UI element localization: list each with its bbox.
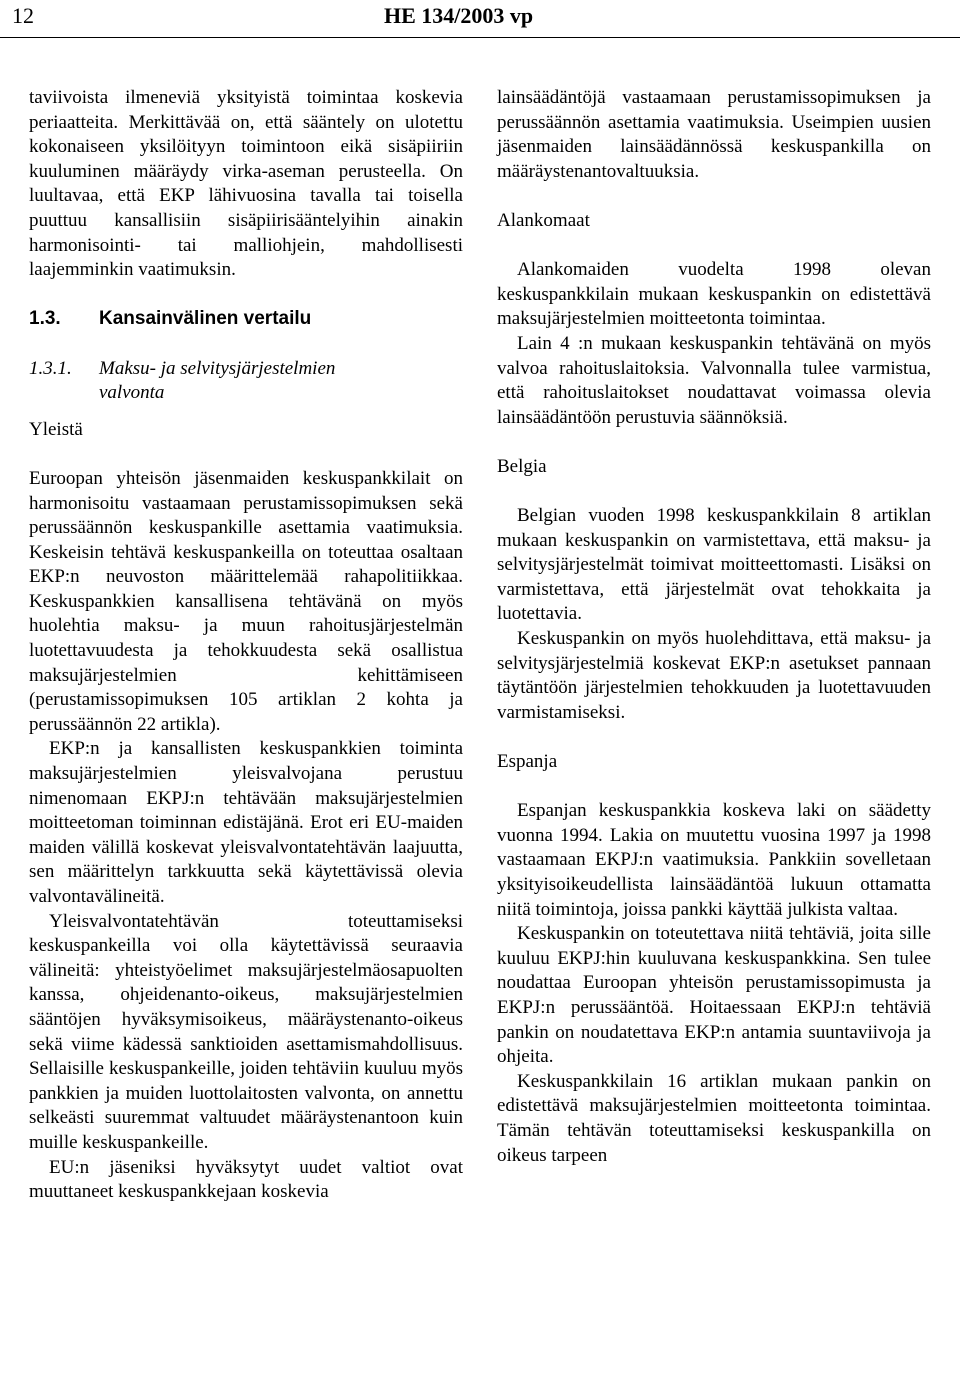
country-heading-belgia: Belgia	[497, 455, 547, 477]
paragraph: Yleisvalvontatehtävän toteuttamiseksi keskuspankeilla voi olla käytettävissä seuraavia välineitä: yhteistyöelimet maksujärjestelmäosapuolten kanssa, ohjeidenanto-oikeus, maksujärjestelmien sääntöjen hyväksymisoikeus, määräystenanto-oikeus sekä viime kädessä sanktioiden asettamismahdollisuus. Sellaisille keskuspankeille, joiden tehtäviin kuuluu myös pankkien ja muiden luottolaitosten valvonta, on annettu selkeästi suuremmat valtuudet määräystenantoon kuin muille keskuspankeille.	[29, 910, 463, 1153]
spacer	[497, 480, 931, 505]
header-rule	[0, 37, 960, 38]
general-heading: Yleistä	[29, 418, 83, 440]
subsection-heading	[29, 357, 463, 406]
paragraph: Espanjan keskuspankkia koskeva laki on säädetty vuonna 1994. Lakia on muutettu vuosina 1997 ja 1998 vastaamaan EKPJ:n vaatimuksia. Pankkiin sovelletaan yksityisoikeudellista lainsäädäntöä lukuun ottamatta niitä toimintoja, joissa pankki käyttää julkista valtaa.	[497, 800, 931, 920]
paragraph: EU:n jäseniksi hyväksytyt uudet valtiot ovat muuttaneet keskuspankkejaan koskevia	[29, 1156, 463, 1203]
spacer	[497, 430, 931, 455]
country-heading-alankomaat: Alankomaat	[497, 209, 590, 231]
paragraph: EKP:n ja kansallisten keskuspankkien toiminta maksujärjestelmien yleisvalvojana perustuu nimenomaan EKPJ:n tehtävään maksujärjestelmien moitteetoman toiminnan edistäjänä. Erot eri EU-maiden maiden välillä koskevat yleisvalvontatehtävän laajuutta, sen määrittelyn tarkkuutta sekä käytettävissä olevia valvontavälineitä.	[29, 738, 463, 907]
page-header	[0, 0, 960, 38]
page-number: 12	[12, 3, 34, 28]
country-heading-espanja: Espanja	[497, 751, 558, 773]
section-number: 1.3.	[29, 308, 61, 330]
right-column	[497, 86, 931, 1168]
paragraph: Keskuspankin on myös huolehdittava, että maksu- ja selvitysjärjestelmiä koskevat EKP:n asetukset pannaan täytäntöön järjestelmien tehokkuuden ja luotettavuuden varmistamiseksi.	[497, 628, 931, 723]
section-heading	[29, 307, 463, 332]
spacer	[497, 725, 931, 750]
left-column	[29, 86, 463, 1205]
subsection-title: Maksu- ja selvitysjärjestelmien valvonta	[99, 357, 336, 404]
document-id: HE 134/2003 vp	[384, 3, 534, 28]
paragraph: Euroopan yhteisön jäsenmaiden keskuspankkilait on harmonisoitu vastaamaan perustamissopimuksen sekä perussäännön keskuspankille asettamia vaatimuksia. Keskeisin tehtävä keskuspankeilla on toteuttaa osaltaan EKP:n neuvoston määrittelemää rahapolitiikkaa. Keskuspankkien kansallisena tehtävänä on myös huolehtia maksu- ja muun rahoitusjärjestelmän luotettavuudesta ja tehokkuudesta sekä osallistua maksujärjestelmien kehittämiseen (perustamissopimuksen 105 artiklan 2 kohta ja perussäännön 22 artikla).	[29, 467, 463, 735]
paragraph: Belgian vuoden 1998 keskuspankkilain 8 artiklan mukaan keskuspankin on varmistettava, että maksu- ja selvitysjärjestelmät toimivat moitteettomasti. Lisäksi on varmistettava, että järjestelmät ovat tehokkaita ja luotettavia.	[497, 505, 931, 625]
section-title: Kansainvälinen vertailu	[99, 308, 312, 330]
subsection-number: 1.3.1.	[29, 357, 72, 379]
spacer	[497, 184, 931, 209]
paragraph: Alankomaiden vuodelta 1998 olevan keskuspankkilain mukaan keskuspankin on edistettävä maksujärjestelmien moitteetonta toimintaa.	[497, 259, 931, 330]
spacer	[497, 234, 931, 259]
paragraph: Keskuspankin on toteutettava niitä tehtäviä, joita sille kuuluu EKPJ:hin kuuluvana keskuspankkina. Sen tulee noudattaa Euroopan yhteisön perustamissopimusta ja EKPJ:n perussääntöä. Hoitaessaan EKPJ:n tehtäviä pankin on noudatettava EKP:n antamia suuntaviivoja ja ohjeita.	[497, 923, 931, 1068]
paragraph: lainsäädäntöjä vastaamaan perustamissopimuksen ja perussäännön asettamia vaatimuksia. Useimpien uusien jäsenmaiden lainsäädännössä keskuspankilla on määräystenantovaltuuksia.	[497, 87, 931, 182]
spacer	[29, 442, 463, 467]
paragraph: taviivoista ilmeneviä yksityistä toimintaa koskevia periaatteita. Merkittävää on, että sääntely on ulotettu kokonaiseen yksilöityyn toimintoon eikä sisäpiiriin kuuluminen määräydy virka-aseman perusteella. On luultavaa, että EKP lähivuosina tavalla tai toisella puuttuu kansallisiin sisäpiirisääntelyihin ainakin harmonisointi- tai malliohjein, mahdollisesti laajemminkin vaatimuksin.	[29, 87, 463, 281]
spacer	[497, 775, 931, 800]
spacer	[29, 283, 463, 308]
paragraph: Keskuspankkilain 16 artiklan mukaan pankin on edistettävä maksujärjestelmien moitteetonta toimintaa. Tämän tehtävän toteuttamiseksi keskuspankilla on oikeus tarpeen	[497, 1070, 931, 1166]
paragraph: Lain 4 :n mukaan keskuspankin tehtävänä on myös valvoa rahoituslaitoksia. Valvonnalla tulee varmistua, että rahoituslaitokset noudattavat voimassa olevia lainsäädäntöön perustuvia säännöksiä.	[497, 332, 931, 428]
spacer	[29, 406, 463, 418]
spacer	[29, 332, 463, 357]
